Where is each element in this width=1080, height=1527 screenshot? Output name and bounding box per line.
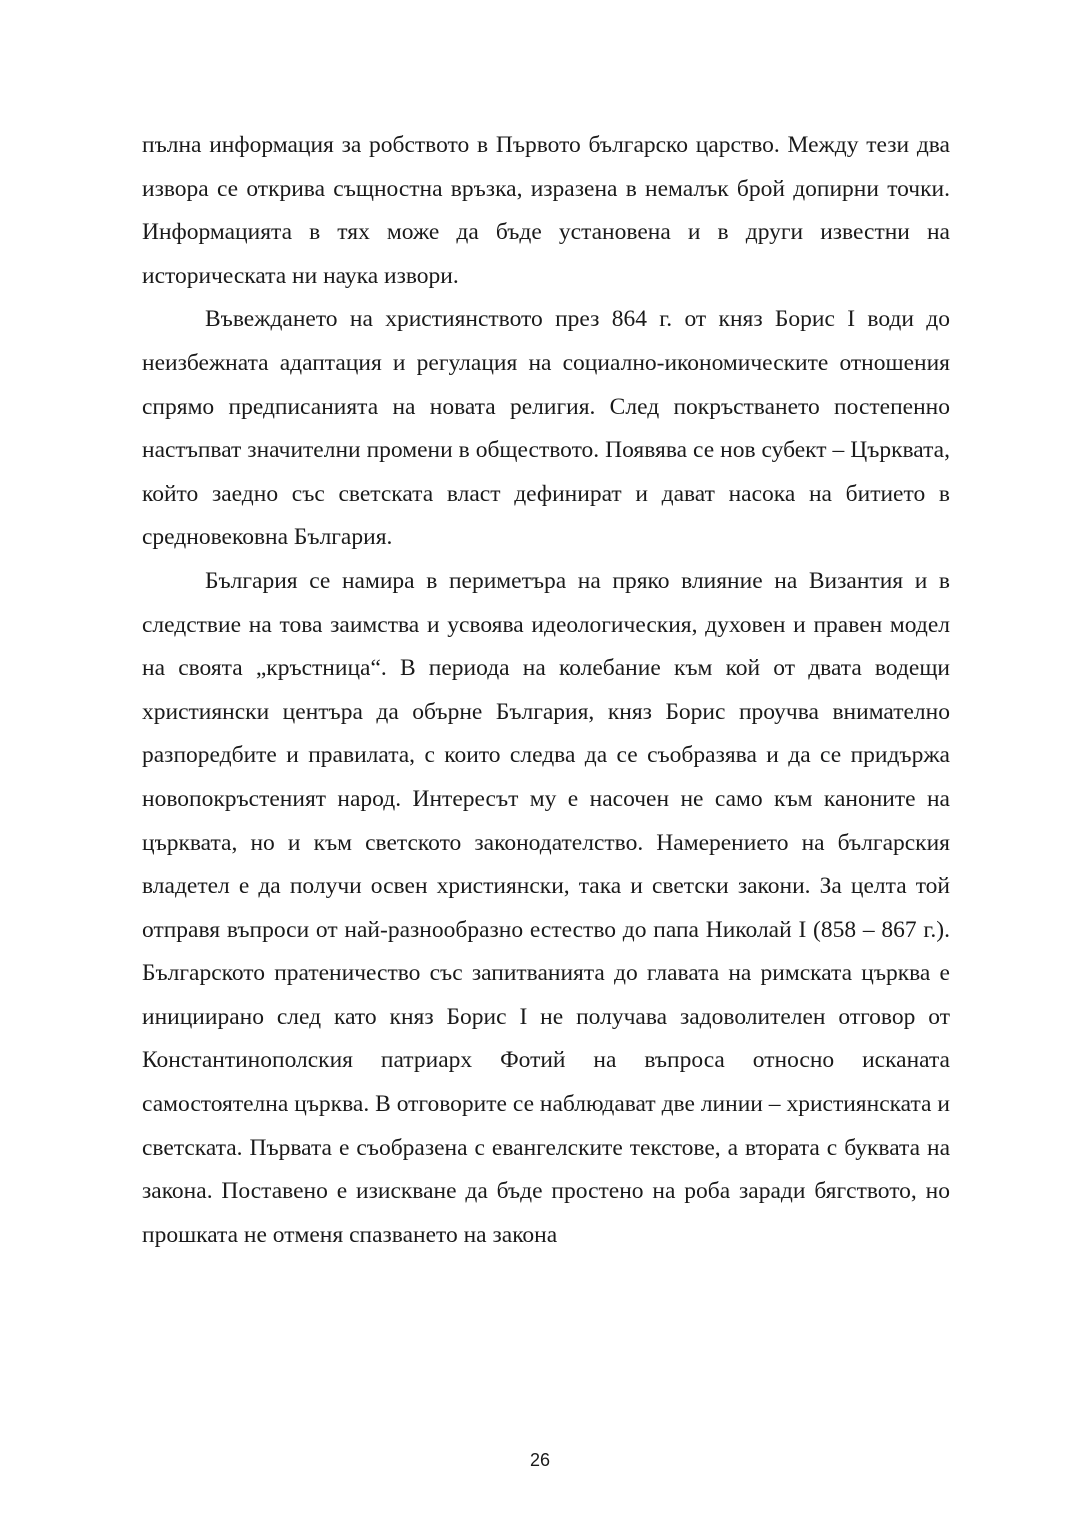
body-text (142, 124, 950, 1257)
paragraph-byzantine-influence: България се намира в периметъра на пряко влияние на Византия и в следствие на това заимства и усвоява идеологическия, духовен и правен модел на своята „кръстница“. В периода на колебание към кой от двата водещи християнски центъра да обърне България, княз Борис проучва внимателно разпоредбите и правилата, с които следва да се съобразява и да се придържа новопокръстеният народ. Интересът му е насочен не само към каноните на църквата, но и към светското законодателство. Намерението на българския владетел е да получи освен християнски, така и светски закони. За целта той отправя въпроси от най-разнообразно естество до папа Николай I (858 – 867 г.). Българското пратеничество със запитванията до главата на римската църква е инициирано след като княз Борис I не получава задоволителен отговор от Константинополския патриарх Фотий на въпроса относно исканата самостоятелна църква. В отговорите се наблюдават две линии – християнската и светската. Първата е съобразена с евангелските текстове, а втората с буквата на закона. Поставено е изискване да бъде простено на роба заради бягството, но прошката не отменя спазването на закона (142, 567, 950, 1248)
paragraph-continuation: пълна информация за робството в Първото българско царство. Между тези два извора се открива същностна връзка, изразена в немалък брой допирни точки. Информацията в тях може да бъде установена и в други известни на историческата ни наука извори. (142, 132, 950, 289)
paragraph-christianization: Въвеждането на християнството през 864 г. от княз Борис I води до неизбежната адаптация и регулация на социално-икономическите отношения спрямо предписанията на новата религия. След покръстването постепенно настъпват значителни промени в обществото. Появява се нов субект – Църквата, който заедно със светската власт дефинират и дават насока на битието в средновековна България. (142, 306, 950, 551)
page-number: 26 (529, 1450, 551, 1470)
